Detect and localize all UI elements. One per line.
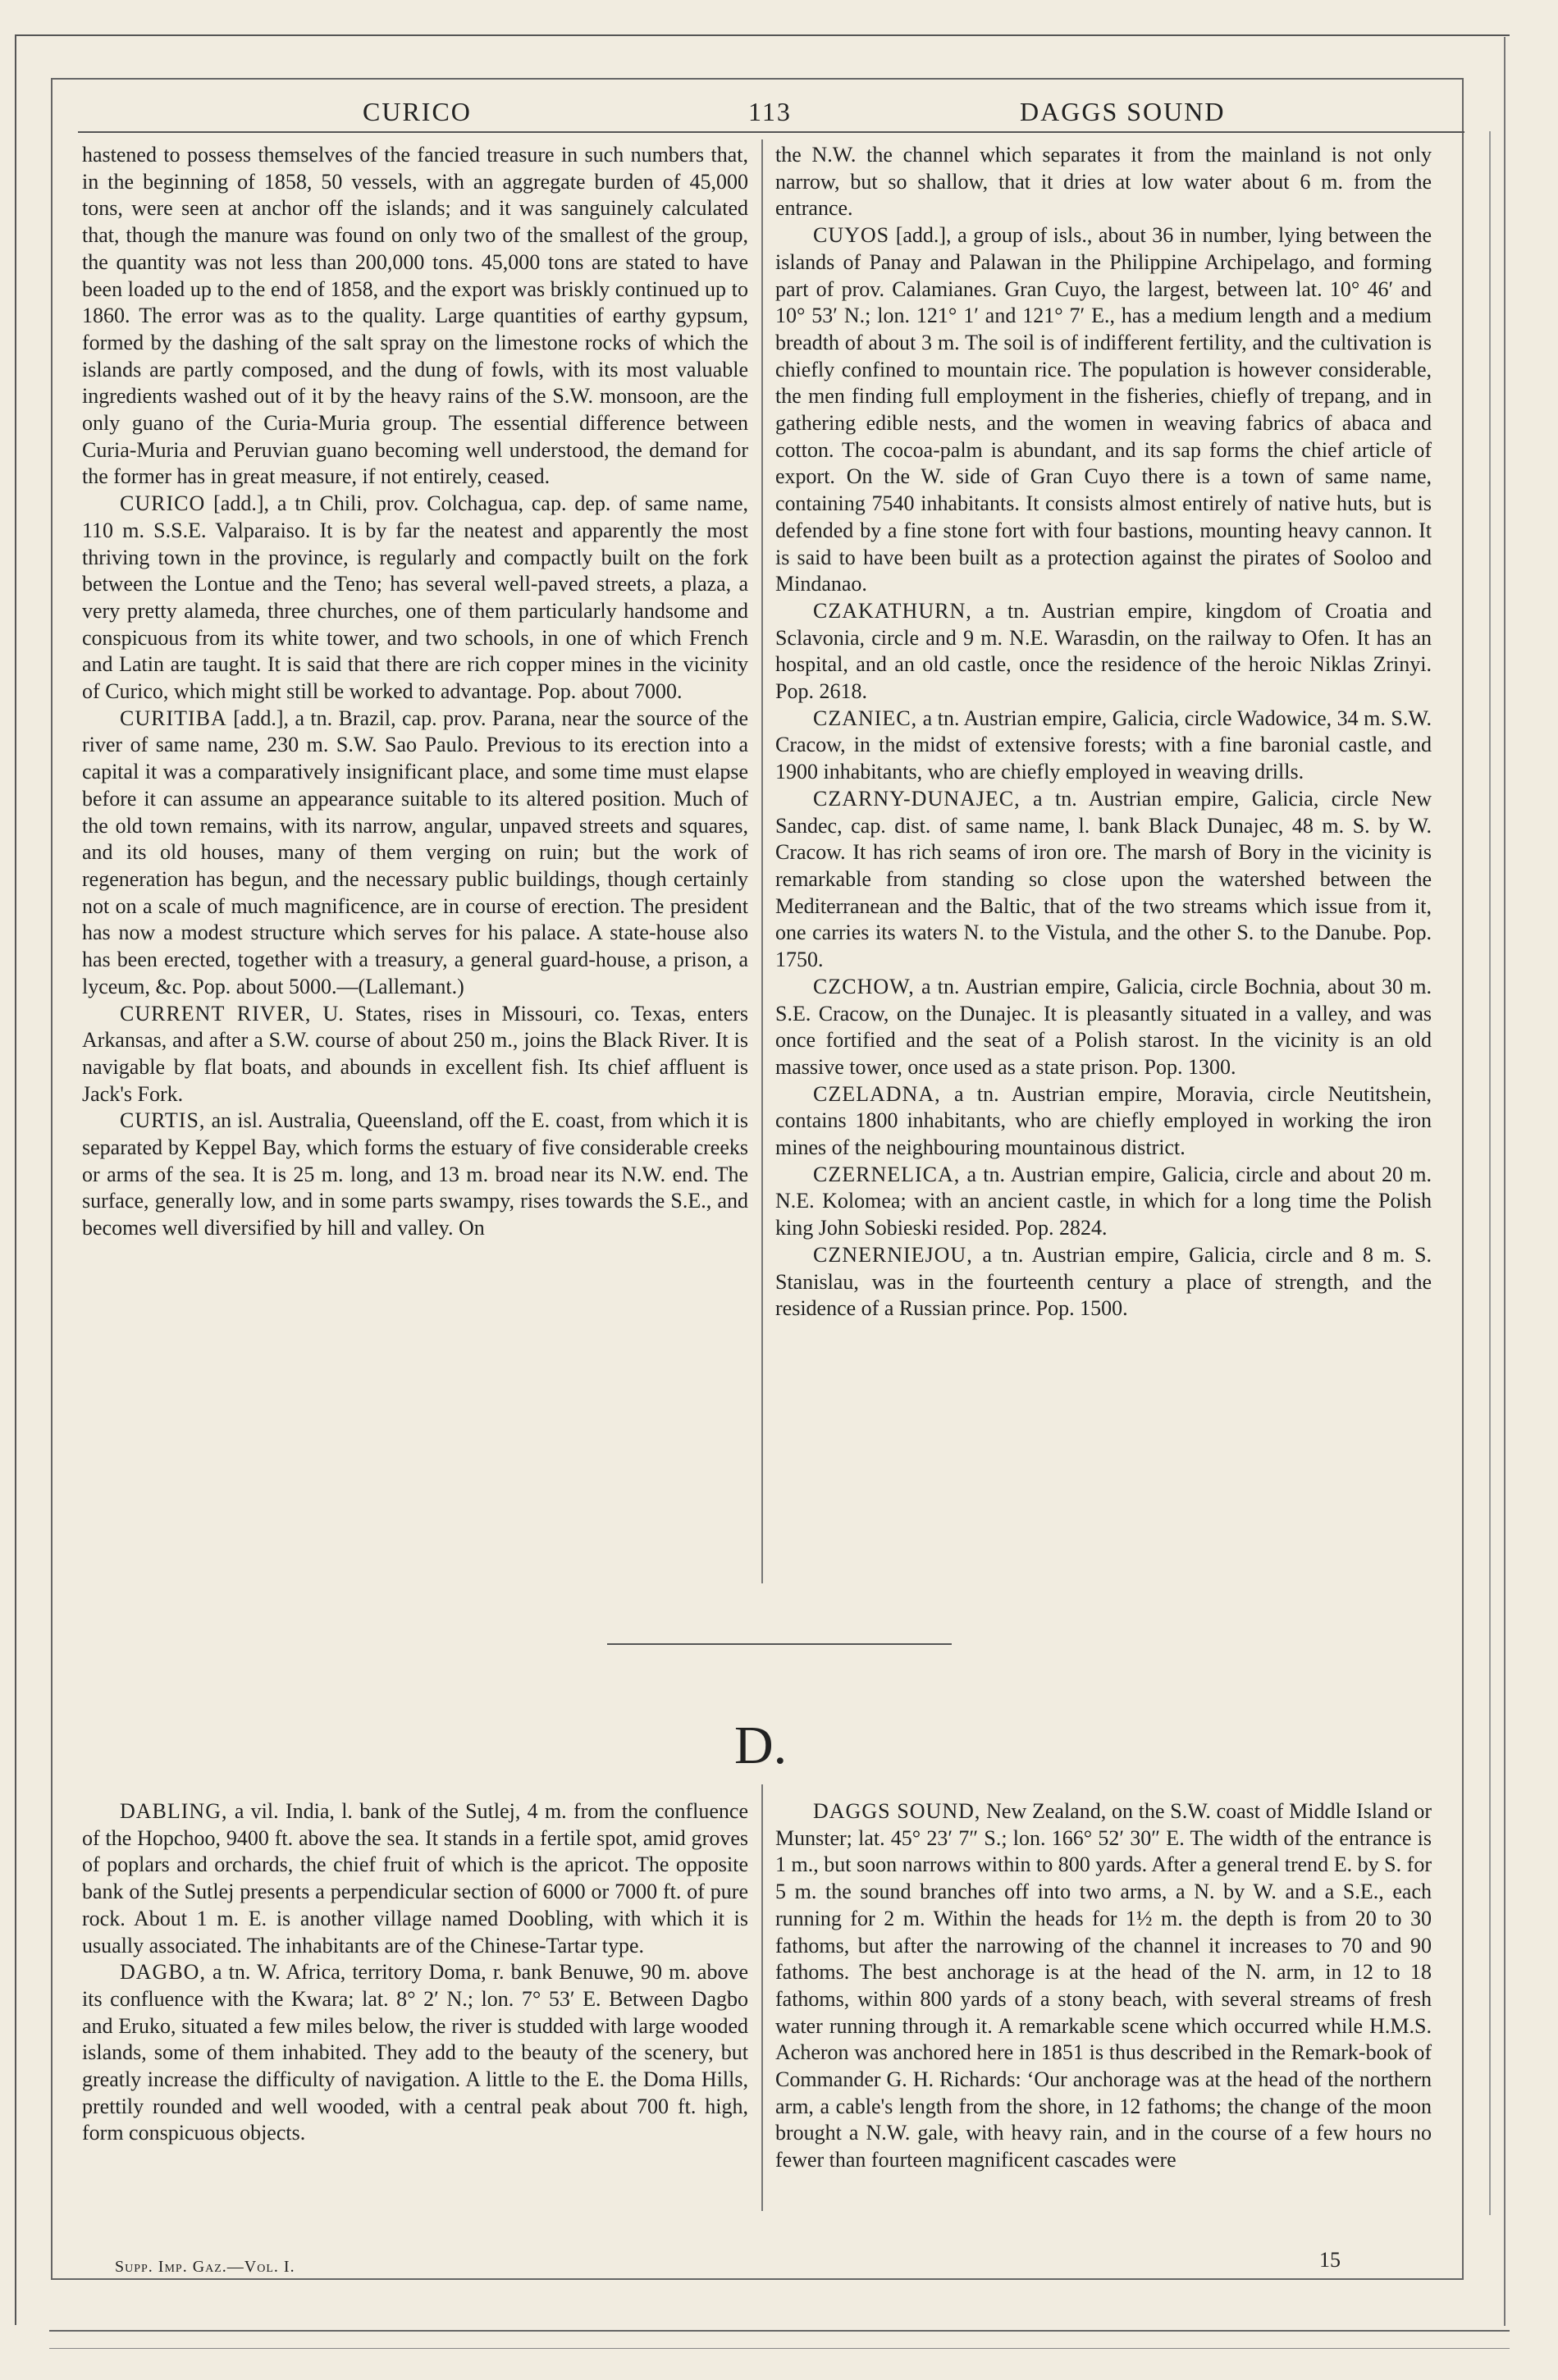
entry-headword: CURITIBA [120,706,227,730]
page-number: 113 [748,97,792,126]
footer-signature-number: 15 [1319,2248,1341,2272]
entry-text: a tn. Austrian empire, Galicia, circle and about 20 m. N.E. Kolomea; with an ancient castle, in which for a long time the Polish king John Sobieski resided. Pop. 2824. [775,1162,1432,1240]
entry-headword: CURRENT RIVER, [120,1001,312,1026]
entry-text: [add.], a group of isls., about 36 in number, lying between the islands of Panay and Palawan in the Philippine Archipelago, and forming part of prov. Calamianes. Gran Cuyo, the largest, between lat. 10° 46′ and 10° 53′ N.; lon. 121° 1′ and 121° 7′ E., has a medium length and a medium breadth of about 3 m. The soil is of indifferent fertility, and the cultivation is chiefly confined to mountain rice. The population is however considerable, the men finding full employment in the fisheries, chiefly of trepang, and in gathering edible nests, and the women in weaving fabrics of abaca and cotton. The cocoa-palm is abundant, and its sap forms the chief article of export. On the W. side of Gran Cuyo there is a town of same name, containing 7540 inhabitants. It consists almost entirely of native huts, but is defended by a fine stone fort with four bastions, mounting heavy cannon. It is said to have been built as a protection against the pirates of Sooloo and Mindanao. [775,223,1432,596]
dictionary-entry [82,1108,748,1242]
entry-text: an isl. Australia, Queensland, off the E. coast, from which it is separated by Keppel Bay, which forms the estuary of five considerable creeks or arms of the sea. It is 25 m. long, and 13 m. broad near its N.W. end. The surface, generally low, and in some parts swampy, rises towards the S.E., and becomes well diversified by hill and valley. On [82,1108,748,1240]
dictionary-entry [775,598,1432,706]
entry-headword: DAGBO, [120,1960,206,1985]
dictionary-entry [775,222,1432,598]
entry-text: New Zealand, on the S.W. coast of Middle Island or Munster; lat. 45° 23′ 7″ S.; lon. 166° 52′ 30″ E. The width of the entrance is 1 m., but soon narrows within to 800 yards. After a general trend E. by S. for 5 m. the sound branches off into two arms, a N. by W. and a S.E., each running for 2 m. Within the heads for 1½ m. the depth is from 20 to 30 fathoms, but after the narrowing of the channel it increases to 70 and 90 fathoms. The best anchorage is at the head of the N. arm, in 12 to 18 fathoms, within 800 yards of a stony beach, with several streams of fresh water running through it. A remarkable scene which occurred while H.M.S. Acheron was anchored here in 1851 is thus described in the Remark-book of Commander G. H. Richards: ‘Our anchorage was at the head of the northern arm, a cable's length from the shore, in 12 fathoms; the change of the moon brought a N.W. gale, with heavy rain, and in the course of a few hours no fewer than fourteen magnificent cascades were [775,1799,1432,2172]
bottom-rule [49,2330,1510,2332]
dictionary-entry [775,706,1432,786]
header-right-word: DAGGS SOUND [1020,97,1226,126]
header-rule [78,131,1464,133]
section-letter: D. [734,1715,788,1775]
entry-text: [add.], a tn. Brazil, cap. prov. Parana, near the source of the river of same name, 230 m. S.W. Sao Paulo. Previous to its erection into a capital it was a comparatively insignificant place, and some time must elapse before it can assume an appearance suitable to its altered position. Much of the old town remains, with its narrow, angular, unpaved streets and squares, and its old houses, many of them verging on ruin; but the work of regeneration has begun, and the necessary public buildings, though certainly not on a scale of much magnificence, are in course of erection. The president has now a modest structure which serves for his palace. A state-house also has been erected, together with a treasury, a general guard-house, a prison, a lyceum, &c. Pop. about 5000.—(Lallemant.) [82,706,748,998]
right-column-bottom [775,1798,1432,2174]
dictionary-entry [82,1959,748,2147]
header-left-word: CURICO [363,97,472,126]
entry-text: a tn. Austrian empire, kingdom of Croatia and Sclavonia, circle and 9 m. N.E. Warasdin, on the railway to Ofen. It has an hospital, and an old castle, once the residence of the heroic Niklas Zrinyi. Pop. 2618. [775,598,1432,704]
outer-right-rule [1504,37,1505,2326]
dictionary-entry [775,974,1432,1081]
footer-signature: Supp. Imp. Gaz.—Vol. I. [115,2258,295,2276]
entry-text: a tn. Austrian empire, Galicia, circle New Sandec, cap. dist. of same name, l. bank Black Dunajec, 48 m. S. by W. Cracow. It has rich seams of iron ore. The marsh of Bory in the vicinity is remarkable from standing so close upon the watershed between the Mediterranean and the Baltic, that of the two streams which issue from it, one carries its waters N. to the Vistula, and the other S. to the Danube. Pop. 1750. [775,786,1432,972]
entry-text: a tn. W. Africa, territory Doma, r. bank Benuwe, 90 m. above its confluence with the Kwara; lat. 8° 2′ N.; lon. 7° 53′ E. Between Dagbo and Eruko, situated a few miles below, the river is studded with large wooded islands, some of them inhabited. They add to the beauty of the scenery, but greatly increase the difficulty of navigation. A little to the E. the Doma Hills, prettily rounded and well wooded, with a central peak about 700 ft. high, form conspicuous objects. [82,1960,748,2145]
entry-text: the N.W. the channel which separates it from the mainland is not only narrow, but so shallow, that it dries at low water about 6 m. from the entrance. [775,143,1432,221]
right-column-top [775,142,1432,1322]
entry-text: a tn. Austrian empire, Galicia, circle Bochnia, about 30 m. S.E. Cracow, on the Dunajec. It is pleasantly situated in a valley, and was once fortified and the seat of a Polish starost. In the vicinity is an old massive tower, once used as a state prison. Pop. 1300. [775,974,1432,1079]
entry-text: a tn. Austrian empire, Galicia, circle and 8 m. S. Stanislau, was in the fourteenth century a place of strength, and the residence of a Russian prince. Pop. 1500. [775,1242,1432,1321]
entry-headword: CZCHOW, [813,974,915,998]
left-column-top [82,142,748,1242]
entry-headword: DABLING, [120,1799,228,1823]
bottom-rule-thin [49,2348,1510,2349]
entry-text: U. States, rises in Missouri, co. Texas, enters Arkansas, and after a S.W. course of about 250 m., joins the Black River. It is navigable by flat boats, and abounds in excellent fish. Its chief affluent is Jack's Fork. [82,1001,749,1106]
dictionary-entry [775,1242,1432,1322]
dictionary-entry [82,491,748,706]
entry-text: hastened to possess themselves of the fancied treasure in such numbers that, in the beginning of 1858, 50 vessels, with an aggregate burden of 45,000 tons, were seen at anchor off the islands; and it was sanguinely calculated that, though the manure was found on only two of the smallest of the group, the quantity was not less than 200,000 tons. 45,000 tons are stated to have been loaded up to the end of 1858, and the export was briskly continued up to 1860. The error was as to the quality. Large quantities of earthy gypsum, formed by the dashing of the salt spray on the limestone rocks of which the islands are partly composed, and the dung of fowls, with its most valuable ingredients washed out of it by the heavy rains of the S.W. monsoon, are the only guano of the Curia-Muria group. The essential difference between Curia-Muria and Peruvian guano becoming well understood, the demand for the former has in great measure, if not entirely, ceased. [82,143,748,489]
entry-text: a tn. Austrian empire, Galicia, circle Wadowice, 34 m. S.W. Cracow, in the midst of extensive forests; with a fine baronial castle, and 1900 inhabitants, who are chiefly employed in weaving drills. [775,706,1432,784]
entry-headword: CURICO [120,491,206,516]
dictionary-entry [775,1081,1432,1162]
dictionary-entry [82,142,748,491]
entry-headword: CZAKATHURN, [813,598,972,623]
dictionary-entry [775,142,1432,222]
entry-headword: CZELADNA, [813,1081,941,1106]
entry-text: [add.], a tn Chili, prov. Colchagua, cap. dep. of same name, 110 m. S.S.E. Valparaiso. It is by far the neatest and apparently the most thriving town in the province, is regularly and compactly built on the fork between the Lontue and the Teno; has several well-paved streets, a plaza, a very pretty alameda, three churches, one of them particularly handsome and conspicuous from its white tower, and two schools, in one of which French and Latin are taught. It is said that there are rich copper mines in the vicinity of Curico, which might still be worked to advantage. Pop. about 7000. [82,491,748,704]
entry-headword: CUYOS [813,223,890,248]
dictionary-entry [775,1798,1432,2174]
dictionary-entry [775,786,1432,974]
column-divider-bottom [761,1784,763,2211]
running-header [78,97,1464,130]
dictionary-entry [82,1001,748,1108]
entry-headword: CZARNY-DUNAJEC, [813,786,1021,811]
entry-headword: CZANIEC, [813,706,918,730]
section-rule [607,1643,952,1645]
entry-text: a tn. Austrian empire, Moravia, circle Neutitshein, contains 1800 inhabitants, who are chiefly employed in working the iron mines of the neighbouring mountainous district. [775,1081,1432,1160]
entry-headword: CZNERNIEJOU, [813,1242,973,1267]
entry-text: a vil. India, l. bank of the Sutlej, 4 m. from the confluence of the Hopchoo, 9400 ft. above the sea. It stands in a fertile spot, amid groves of poplars and orchards, the chief fruit of which is the apricot. The opposite bank of the Sutlej presents a perpendicular section of 6000 or 7000 ft. of pure rock. About 1 m. E. is another village named Doobling, with which it is usually associated. The inhabitants are of the Chinese-Tartar type. [82,1799,748,1957]
dictionary-entry [775,1162,1432,1242]
left-column-bottom [82,1798,748,2147]
dictionary-entry [82,706,748,1001]
column-divider-top [761,139,763,1583]
entry-headword: CZERNELICA, [813,1162,961,1186]
entry-headword: DAGGS SOUND, [813,1799,981,1823]
inner-right-rule [1489,131,1491,2215]
dictionary-entry [82,1798,748,1959]
entry-headword: CURTIS, [120,1108,206,1133]
